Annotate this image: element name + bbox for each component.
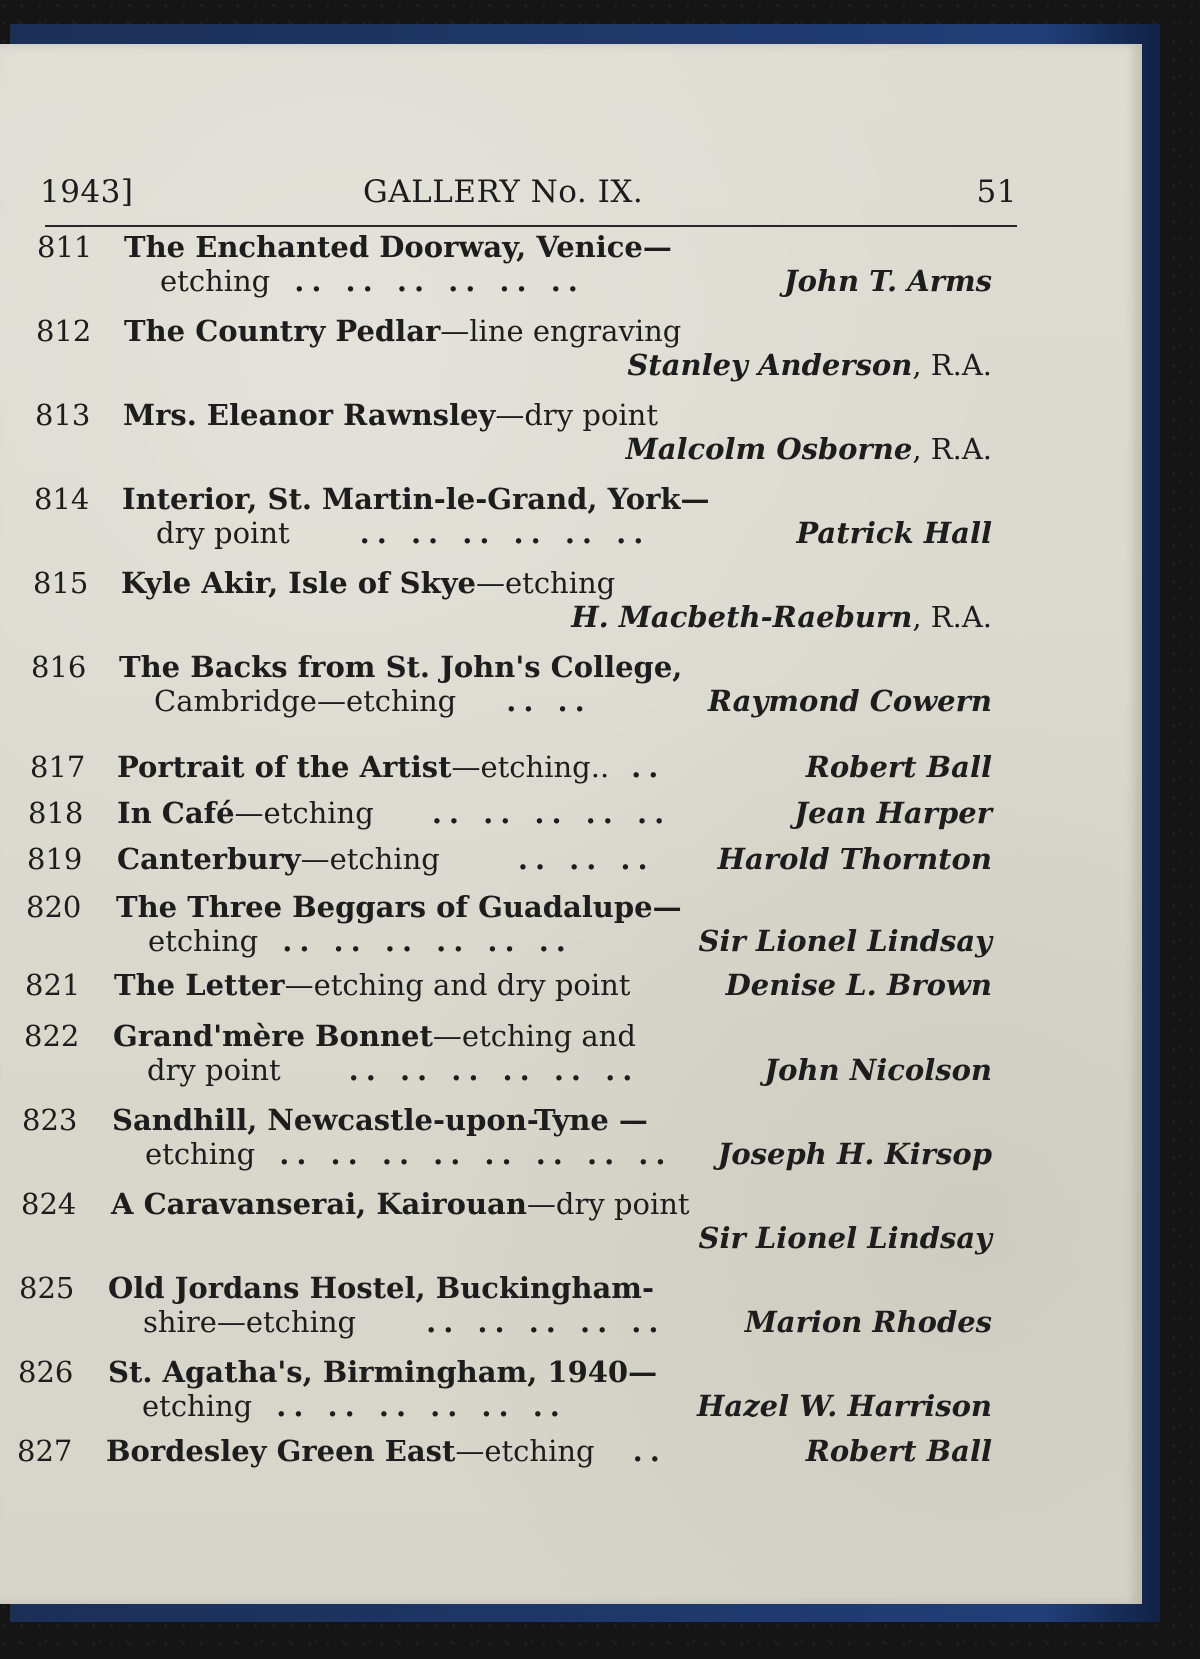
header-rule xyxy=(45,225,1017,227)
catalogue-entry: 818 In Café—etching .. .. .. .. .. Jean Harper xyxy=(28,796,992,830)
catalogue-entry: 823 Sandhill, Newcastle-upon-Tyne — etching .. .. .. .. .. .. .. .. Joseph H. Kirsop xyxy=(22,1103,992,1171)
gallery-title: GALLERY No. IX. xyxy=(363,174,644,210)
catalogue-entry: 813 Mrs. Eleanor Rawnsley—dry point Malcolm Osborne, R.A. xyxy=(35,398,992,466)
catalogue-entry: 822 Grand'mère Bonnet—etching and dry point .. .. .. .. .. .. John Nicolson xyxy=(24,1019,992,1087)
page-year: 1943] xyxy=(40,174,134,210)
catalogue-entry: 827 Bordesley Green East—etching .. Robert Ball xyxy=(17,1434,992,1468)
catalogue-entry: 812 The Country Pedlar—line engraving Stanley Anderson, R.A. xyxy=(36,314,992,382)
catalogue-entry: 814 Interior, St. Martin-le-Grand, York— dry point .. .. .. .. .. .. Patrick Hall xyxy=(34,482,992,550)
catalogue-entry: 811 The Enchanted Doorway, Venice— etching .. .. .. .. .. .. John T. Arms xyxy=(37,230,992,298)
catalogue-page xyxy=(0,44,1142,1604)
catalogue-entry: 824 A Caravanserai, Kairouan—dry point Sir Lionel Lindsay xyxy=(21,1187,992,1255)
page-header xyxy=(40,174,1017,214)
catalogue-entry: 820 The Three Beggars of Guadalupe— etching .. .. .. .. .. .. Sir Lionel Lindsay xyxy=(26,890,992,958)
catalogue-entry: 817 Portrait of the Artist—etching.. .. Robert Ball xyxy=(30,750,992,784)
catalogue-entry: 826 St. Agatha's, Birmingham, 1940— etching .. .. .. .. .. .. Hazel W. Harrison xyxy=(18,1355,992,1423)
catalogue-entry: 816 The Backs from St. John's College, Cambridge—etching .. .. Raymond Cowern xyxy=(31,650,992,718)
page-number: 51 xyxy=(976,174,1017,210)
catalogue-entry: 815 Kyle Akir, Isle of Skye—etching H. Macbeth-Raeburn, R.A. xyxy=(33,566,992,634)
catalogue-entry: 825 Old Jordans Hostel, Buckingham- shire—etching .. .. .. .. .. Marion Rhodes xyxy=(19,1271,992,1339)
catalogue-entry: 821 The Letter—etching and dry point Denise L. Brown xyxy=(25,968,992,1002)
catalogue-entry: 819 Canterbury—etching .. .. .. Harold Thornton xyxy=(27,842,992,876)
